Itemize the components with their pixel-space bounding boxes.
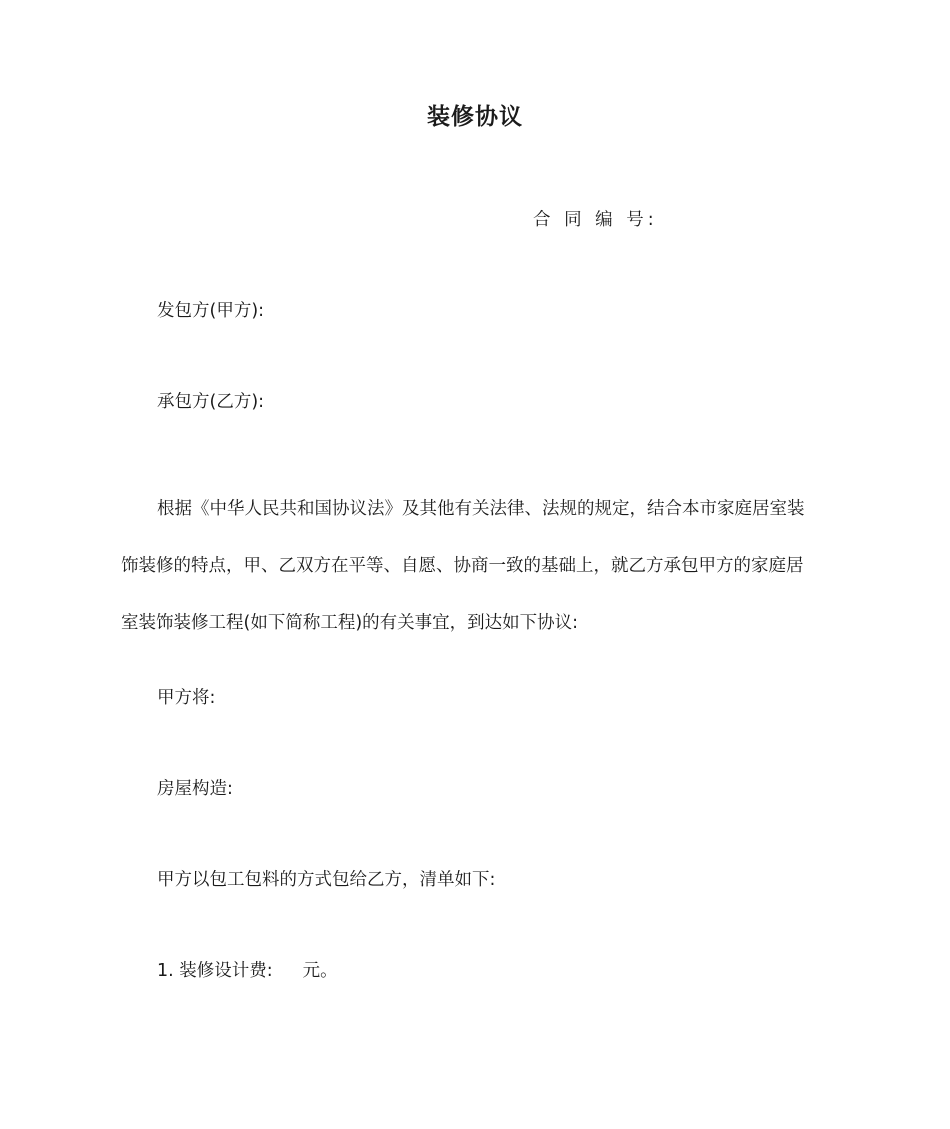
house-structure-label: 房屋构造: (157, 779, 233, 799)
preamble-line-2: 饰装修的特点，甲、乙双方在平等、自愿、协商一致的基础上，就乙方承包甲方的家庭居 (121, 556, 804, 576)
preamble-line-1: 根据《中华人民共和国协议法》及其他有关法律、法规的规定，结合本市家庭居室装 (157, 499, 805, 519)
preamble-line-3: 室装饰装修工程(如下简称工程)的有关事宜，到达如下协议: (121, 613, 579, 633)
contract-number-label: 合 同 编 号: (533, 210, 658, 230)
item-1-design-fee (157, 959, 338, 983)
item-1-unit: 元。 (302, 961, 338, 981)
party-b-label: 承包方(乙方): (157, 392, 265, 412)
document-title: 装修协议 (427, 104, 523, 130)
party-a-label: 发包方(甲方): (157, 301, 265, 321)
preamble-paragraph (121, 481, 836, 652)
party-a-will-label: 甲方将: (157, 688, 216, 708)
contract-method-text: 甲方以包工包料的方式包给乙方，清单如下: (157, 870, 496, 890)
item-1-label: 1. 装修设计费: (157, 961, 273, 981)
